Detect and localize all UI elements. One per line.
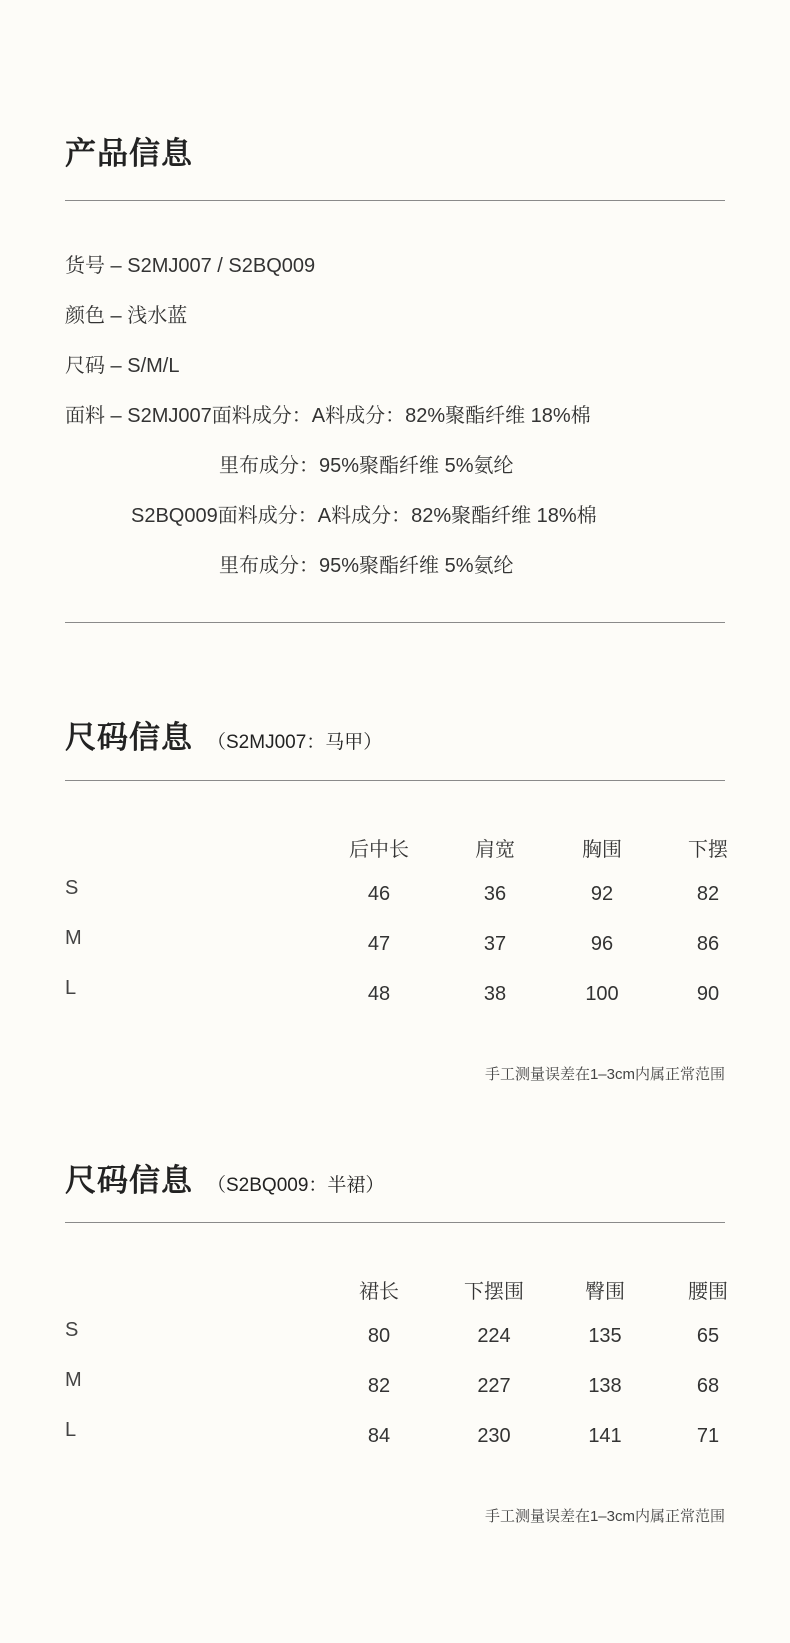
table-cell: 80 [367, 1325, 391, 1347]
table-cell: 65 [696, 1325, 720, 1347]
table-cell: 82 [367, 1375, 391, 1397]
column-header: 后中长 [349, 839, 409, 861]
table-cell: 46 [367, 883, 391, 905]
divider [65, 780, 725, 781]
size-vest-title [65, 712, 382, 757]
table-cell: 100 [585, 983, 619, 1005]
column-header: 腰围 [688, 1281, 728, 1303]
table-cell: 47 [367, 933, 391, 955]
row-size-label: L [65, 977, 77, 999]
info-line-size: 尺码 – S/M/L [65, 355, 180, 377]
table-cell: 90 [696, 983, 720, 1005]
table-cell: 96 [590, 933, 614, 955]
table-cell: 68 [696, 1375, 720, 1397]
row-size-label: S [65, 877, 79, 899]
measurement-note: 手工测量误差在1–3cm内属正常范围 [484, 1508, 725, 1525]
column-header: 臀围 [585, 1281, 625, 1303]
row-size-label: S [65, 1319, 79, 1341]
row-size-label: M [65, 1369, 82, 1391]
table-cell: 86 [696, 933, 720, 955]
table-cell: 37 [483, 933, 507, 955]
info-line-lining-skirt: 里布成分：95%聚酯纤维 5%氨纶 [219, 555, 514, 577]
size-skirt-subtitle: （S2BQ009：半裙） [207, 1175, 385, 1196]
column-header: 胸围 [582, 839, 622, 861]
column-header: 下摆围 [464, 1281, 524, 1303]
size-vest-heading: 尺码信息 [65, 720, 193, 755]
info-line-fabric: 面料 – S2MJ007面料成分：A料成分：82%聚酯纤维 18%棉 [65, 405, 591, 427]
column-header: 肩宽 [475, 839, 515, 861]
info-line-color: 颜色 – 浅水蓝 [65, 305, 188, 327]
table-cell: 36 [483, 883, 507, 905]
table-cell: 71 [696, 1425, 720, 1447]
table-cell: 224 [477, 1325, 511, 1347]
size-skirt-heading: 尺码信息 [65, 1163, 193, 1198]
table-cell: 135 [588, 1325, 622, 1347]
column-header: 下摆 [688, 839, 728, 861]
table-cell: 84 [367, 1425, 391, 1447]
table-cell: 48 [367, 983, 391, 1005]
size-vest-subtitle: （S2MJ007：马甲） [207, 732, 383, 753]
column-header: 裙长 [359, 1281, 399, 1303]
table-cell: 227 [477, 1375, 511, 1397]
table-cell: 38 [483, 983, 507, 1005]
table-cell: 138 [588, 1375, 622, 1397]
measurement-note: 手工测量误差在1–3cm内属正常范围 [484, 1066, 725, 1083]
row-size-label: L [65, 1419, 77, 1441]
product-info-title: 产品信息 [65, 136, 193, 171]
info-line-fabric-skirt: S2BQ009面料成分：A料成分：82%聚酯纤维 18%棉 [131, 505, 597, 527]
table-cell: 141 [588, 1425, 622, 1447]
divider [65, 200, 725, 201]
row-size-label: M [65, 927, 82, 949]
table-cell: 230 [477, 1425, 511, 1447]
table-cell: 82 [696, 883, 720, 905]
size-skirt-title [65, 1155, 384, 1200]
divider [65, 622, 725, 623]
info-line-lining: 里布成分：95%聚酯纤维 5%氨纶 [219, 455, 514, 477]
divider [65, 1222, 725, 1223]
table-cell: 92 [590, 883, 614, 905]
info-line-sku: 货号 – S2MJ007 / S2BQ009 [65, 255, 316, 277]
